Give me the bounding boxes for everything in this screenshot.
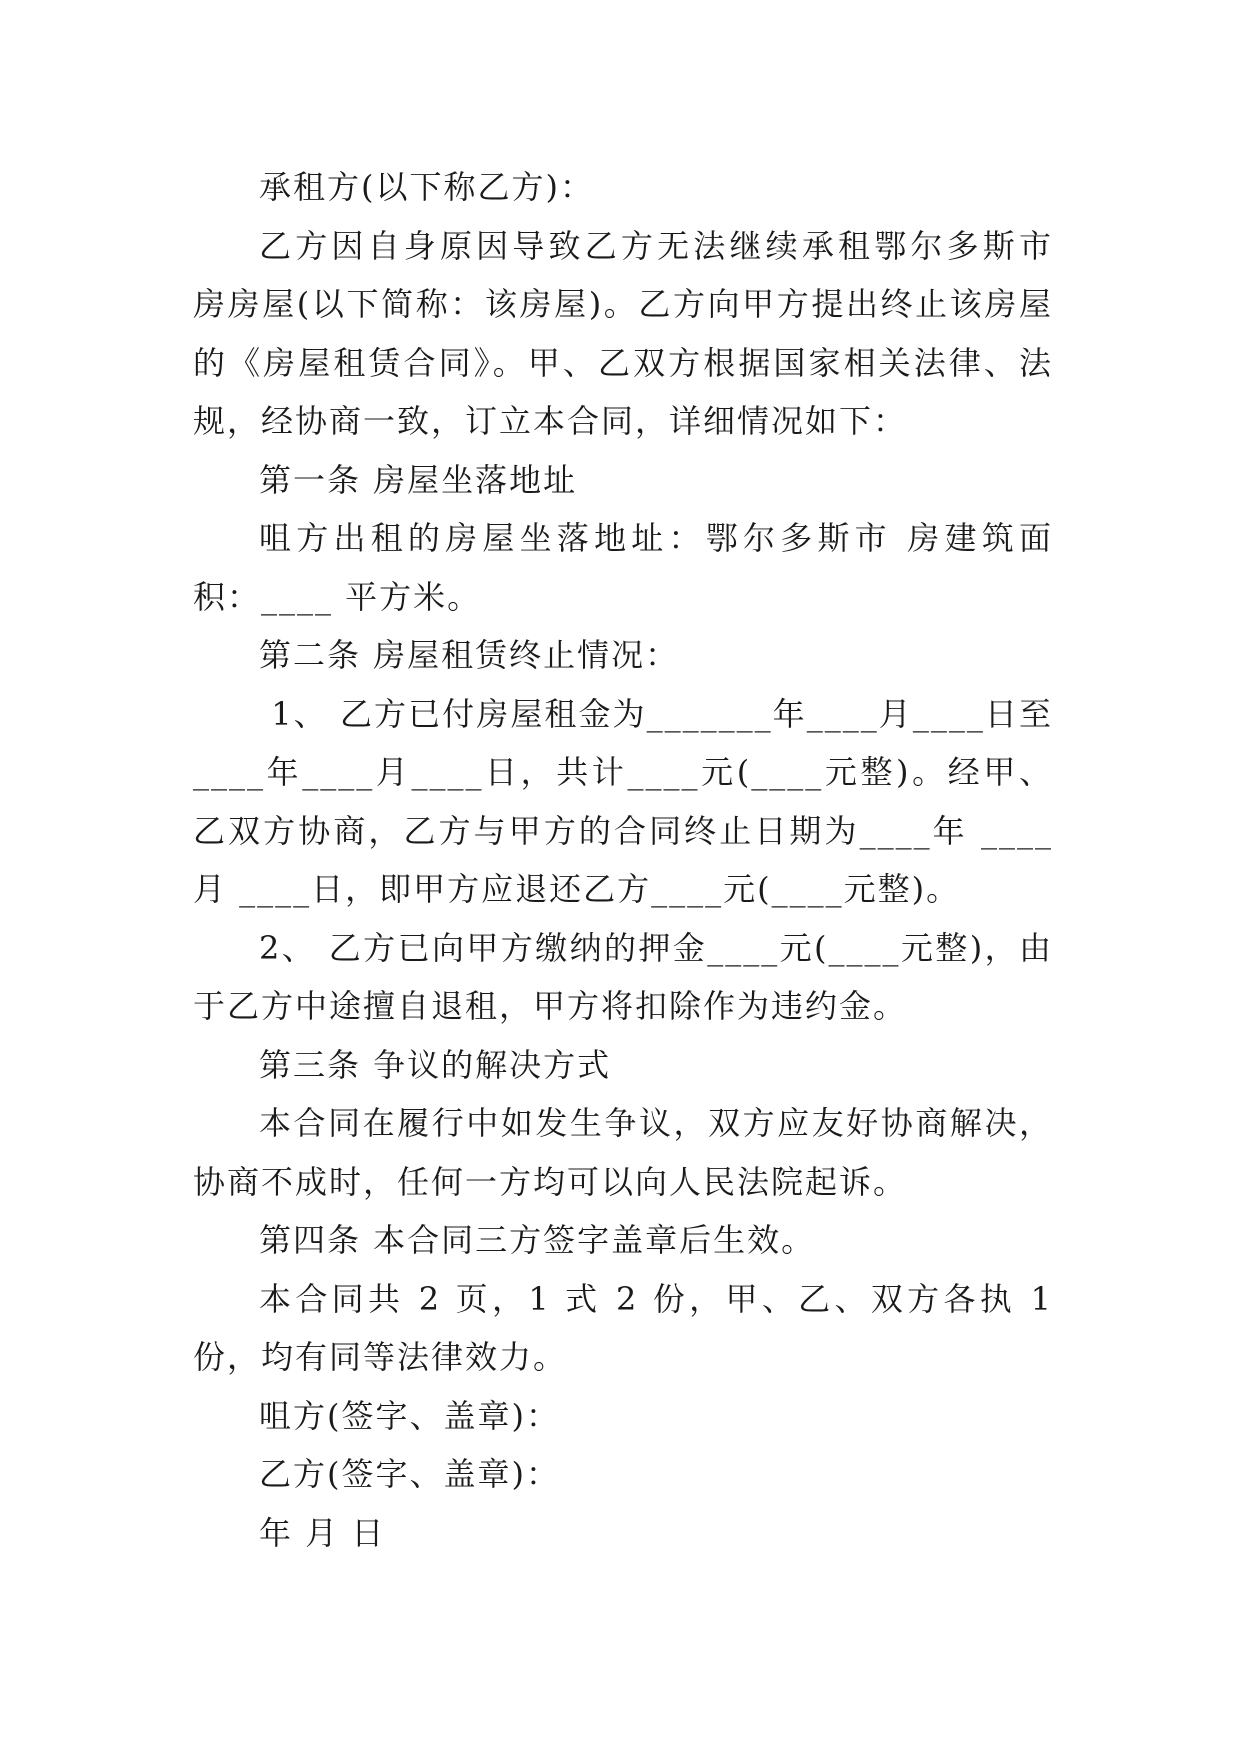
party-a-signature: 咀方(签字、盖章)： [259, 1396, 560, 1435]
article-1-heading: 第一条 房屋坐落地址 [259, 460, 578, 499]
copies-paragraph: 本合同共 2 页，1 式 2 份，甲、乙、双方各执 1 份，均有同等法律效力。 [193, 1279, 1066, 1376]
party-b-signature: 乙方(签字、盖章)： [259, 1455, 560, 1493]
article-3-body: 本合同在履行中如发生争议，双方应友好协商解决，协商不成时，任何一方均可以向人民法院起诉。 [193, 1104, 1053, 1201]
article-3-heading: 第三条 争议的解决方式 [259, 1045, 612, 1084]
preamble-paragraph: 乙方因自身原因导致乙方无法继续承租鄂尔多斯市 房房屋(以下简称：该房屋)。乙方向甲方提出终止该房屋的《房屋租赁合同》。甲、乙双方根据国家相关法律、法规，经协商一致，订立本合同，详细情况如下： [193, 226, 1066, 440]
article-4-heading: 第四条 本合同三方签字盖章后生效。 [259, 1221, 816, 1259]
article-2-heading: 第二条 房屋租赁终止情况： [259, 636, 680, 674]
article-1-body: 咀方出租的房屋坐落地址：鄂尔多斯市 房建筑面积：____ 平方米。 [193, 519, 1053, 616]
party-b-heading: 承租方(以下称乙方)： [259, 168, 594, 206]
article-2-clause-1: 1、 乙方已付房屋租金为_______年____月____日至____年____月____日，共计____元(____元整)。经甲、乙双方协商，乙方与甲方的合同终止日期为____年 ____月 ____日，即甲方应退还乙方____元(____元整)。 [193, 694, 1053, 908]
document-body [193, 158, 1066, 1562]
article-2-clause-2: 2、 乙方已向甲方缴纳的押金____元(____元整)，由于乙方中途擅自退租，甲方将扣除作为违约金。 [193, 928, 1053, 1025]
signature-date: 年 月 日 [259, 1513, 386, 1552]
